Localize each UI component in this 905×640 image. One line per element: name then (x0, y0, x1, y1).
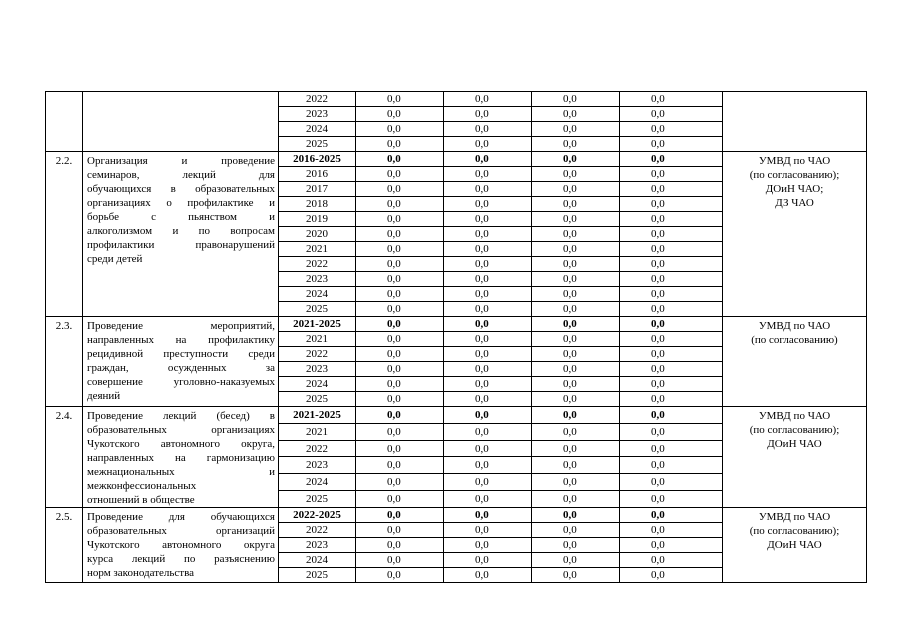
amount-cell: 0,0 (444, 122, 532, 137)
amount-cell: 0,0 (356, 440, 444, 457)
amount-cell: 0,0 (620, 137, 723, 152)
amount-cell: 0,0 (532, 332, 620, 347)
period-cell: 2021-2025 (279, 407, 356, 424)
period-cell: 2024 (279, 553, 356, 568)
amount-cell: 0,0 (356, 474, 444, 491)
amount-cell: 0,0 (620, 568, 723, 583)
period-cell: 2025 (279, 491, 356, 508)
amount-cell: 0,0 (532, 362, 620, 377)
description-line: образовательных организациях (87, 424, 275, 436)
period-cell: 2023 (279, 362, 356, 377)
amount-cell: 0,0 (532, 182, 620, 197)
amount-cell: 0,0 (444, 92, 532, 107)
description-line: норм законодательства (87, 567, 195, 579)
description-line: курса лекций по разъяснению (87, 553, 275, 565)
period-cell: 2018 (279, 197, 356, 212)
amount-cell: 0,0 (444, 272, 532, 287)
program-table (45, 91, 867, 583)
period-cell: 2025 (279, 302, 356, 317)
description-line: деяний (87, 390, 121, 402)
amount-cell: 0,0 (532, 553, 620, 568)
amount-cell: 0,0 (356, 508, 444, 523)
period-cell: 2023 (279, 107, 356, 122)
period-cell: 2023 (279, 538, 356, 553)
period-cell: 2023 (279, 272, 356, 287)
amount-cell: 0,0 (356, 568, 444, 583)
amount-cell: 0,0 (532, 152, 620, 167)
amount-cell: 0,0 (620, 212, 723, 227)
executor-cell (723, 152, 867, 317)
description-line: организациях о профилактике и (87, 197, 275, 209)
item-number: 2.3. (46, 317, 83, 407)
executor-line: ДОиН ЧАО (767, 438, 822, 450)
amount-cell: 0,0 (444, 377, 532, 392)
executor-line: УМВД по ЧАО (758, 155, 831, 167)
amount-cell: 0,0 (620, 474, 723, 491)
description-line: профилактики правонарушений (87, 239, 275, 251)
amount-cell: 0,0 (356, 538, 444, 553)
amount-cell: 0,0 (356, 347, 444, 362)
period-cell: 2024 (279, 287, 356, 302)
executor-line: (по согласованию) (751, 334, 838, 346)
period-cell: 2024 (279, 474, 356, 491)
amount-cell: 0,0 (444, 107, 532, 122)
amount-cell: 0,0 (444, 440, 532, 457)
amount-cell: 0,0 (444, 137, 532, 152)
amount-cell: 0,0 (620, 491, 723, 508)
item-number: 2.2. (46, 152, 83, 317)
amount-cell: 0,0 (356, 423, 444, 440)
description-line: Чукотского автономного округа (87, 539, 275, 551)
amount-cell: 0,0 (444, 392, 532, 407)
period-cell: 2021 (279, 242, 356, 257)
amount-cell: 0,0 (620, 182, 723, 197)
amount-cell: 0,0 (444, 302, 532, 317)
period-cell: 2023 (279, 457, 356, 474)
period-cell: 2021 (279, 423, 356, 440)
amount-cell: 0,0 (444, 257, 532, 272)
executor-line: УМВД по ЧАО (758, 320, 831, 332)
amount-cell: 0,0 (356, 137, 444, 152)
description-line: отношений в обществе (87, 494, 195, 506)
period-cell: 2025 (279, 137, 356, 152)
amount-cell: 0,0 (532, 272, 620, 287)
amount-cell: 0,0 (356, 392, 444, 407)
amount-cell: 0,0 (620, 440, 723, 457)
description-line: Проведение мероприятий, (87, 320, 275, 332)
amount-cell: 0,0 (444, 197, 532, 212)
amount-cell: 0,0 (532, 347, 620, 362)
amount-cell: 0,0 (356, 152, 444, 167)
amount-cell: 0,0 (620, 332, 723, 347)
table-row (46, 152, 867, 167)
period-cell: 2025 (279, 568, 356, 583)
amount-cell: 0,0 (532, 167, 620, 182)
table-row (46, 407, 867, 424)
amount-cell: 0,0 (620, 92, 723, 107)
item-number: 2.5. (46, 508, 83, 583)
table-row (46, 508, 867, 523)
amount-cell: 0,0 (444, 457, 532, 474)
amount-cell: 0,0 (444, 523, 532, 538)
item-description (83, 407, 279, 508)
amount-cell: 0,0 (356, 122, 444, 137)
amount-cell: 0,0 (356, 523, 444, 538)
amount-cell: 0,0 (532, 122, 620, 137)
amount-cell: 0,0 (356, 272, 444, 287)
executor-line: ДОиН ЧАО (767, 539, 822, 551)
amount-cell: 0,0 (532, 92, 620, 107)
amount-cell: 0,0 (620, 553, 723, 568)
table-row (46, 92, 867, 107)
amount-cell: 0,0 (532, 457, 620, 474)
description-line: Организация и проведение (87, 155, 275, 167)
amount-cell: 0,0 (444, 568, 532, 583)
amount-cell: 0,0 (356, 362, 444, 377)
amount-cell: 0,0 (532, 423, 620, 440)
amount-cell: 0,0 (356, 317, 444, 332)
executor-line: (по согласованию); (749, 525, 840, 537)
description-line: совершение уголовно-наказуемых (87, 376, 275, 388)
amount-cell: 0,0 (532, 227, 620, 242)
item-description (83, 92, 279, 152)
amount-cell: 0,0 (444, 242, 532, 257)
description-line: Чукотского автономного округа, (87, 438, 275, 450)
amount-cell: 0,0 (444, 347, 532, 362)
period-cell: 2024 (279, 122, 356, 137)
period-cell: 2016-2025 (279, 152, 356, 167)
amount-cell: 0,0 (620, 257, 723, 272)
amount-cell: 0,0 (356, 212, 444, 227)
amount-cell: 0,0 (356, 257, 444, 272)
amount-cell: 0,0 (532, 287, 620, 302)
amount-cell: 0,0 (532, 491, 620, 508)
description-line: борьбе с пьянством и (87, 211, 275, 223)
description-line: межконфессиональных (87, 480, 197, 492)
amount-cell: 0,0 (444, 423, 532, 440)
item-number (46, 92, 83, 152)
amount-cell: 0,0 (444, 212, 532, 227)
amount-cell: 0,0 (532, 523, 620, 538)
amount-cell: 0,0 (356, 302, 444, 317)
period-cell: 2022 (279, 347, 356, 362)
amount-cell: 0,0 (620, 167, 723, 182)
amount-cell: 0,0 (620, 407, 723, 424)
amount-cell: 0,0 (620, 197, 723, 212)
amount-cell: 0,0 (356, 107, 444, 122)
amount-cell: 0,0 (356, 287, 444, 302)
description-line: направленных на гармонизацию (87, 452, 275, 464)
amount-cell: 0,0 (532, 137, 620, 152)
table-body (46, 92, 867, 583)
period-cell: 2021-2025 (279, 317, 356, 332)
period-cell: 2022 (279, 523, 356, 538)
description-line: граждан, осужденных за (87, 362, 275, 374)
amount-cell: 0,0 (620, 377, 723, 392)
amount-cell: 0,0 (620, 227, 723, 242)
item-number: 2.4. (46, 407, 83, 508)
amount-cell: 0,0 (532, 440, 620, 457)
period-cell: 2019 (279, 212, 356, 227)
amount-cell: 0,0 (532, 197, 620, 212)
amount-cell: 0,0 (620, 152, 723, 167)
amount-cell: 0,0 (356, 407, 444, 424)
amount-cell: 0,0 (356, 377, 444, 392)
description-line: образовательных организаций (87, 525, 275, 537)
executor-line: (по согласованию); (749, 169, 840, 181)
amount-cell: 0,0 (620, 272, 723, 287)
amount-cell: 0,0 (356, 553, 444, 568)
executor-cell (723, 317, 867, 407)
document-page (45, 91, 866, 583)
amount-cell: 0,0 (620, 347, 723, 362)
amount-cell: 0,0 (356, 197, 444, 212)
amount-cell: 0,0 (444, 227, 532, 242)
description-line: Проведение лекций (бесед) в (87, 410, 275, 422)
executor-line: ДОиН ЧАО; (765, 183, 824, 195)
amount-cell: 0,0 (532, 257, 620, 272)
executor-line: ДЗ ЧАО (775, 197, 814, 209)
description-line: обучающихся в образовательных (87, 183, 275, 195)
amount-cell: 0,0 (532, 107, 620, 122)
period-cell: 2024 (279, 377, 356, 392)
description-line: среди детей (87, 253, 143, 265)
item-description (83, 152, 279, 317)
amount-cell: 0,0 (532, 538, 620, 553)
period-cell: 2020 (279, 227, 356, 242)
item-description (83, 508, 279, 583)
amount-cell: 0,0 (620, 508, 723, 523)
amount-cell: 0,0 (444, 287, 532, 302)
amount-cell: 0,0 (620, 242, 723, 257)
amount-cell: 0,0 (444, 407, 532, 424)
period-cell: 2025 (279, 392, 356, 407)
executor-cell (723, 508, 867, 583)
period-cell: 2021 (279, 332, 356, 347)
amount-cell: 0,0 (532, 407, 620, 424)
executor-line: УМВД по ЧАО (758, 511, 831, 523)
amount-cell: 0,0 (532, 242, 620, 257)
amount-cell: 0,0 (444, 167, 532, 182)
executor-cell (723, 407, 867, 508)
amount-cell: 0,0 (356, 457, 444, 474)
amount-cell: 0,0 (444, 508, 532, 523)
amount-cell: 0,0 (620, 107, 723, 122)
table-row (46, 317, 867, 332)
period-cell: 2022 (279, 92, 356, 107)
amount-cell: 0,0 (444, 362, 532, 377)
amount-cell: 0,0 (444, 491, 532, 508)
amount-cell: 0,0 (532, 508, 620, 523)
amount-cell: 0,0 (356, 182, 444, 197)
amount-cell: 0,0 (356, 242, 444, 257)
description-line: направленных на профилактику (87, 334, 275, 346)
amount-cell: 0,0 (620, 523, 723, 538)
period-cell: 2022-2025 (279, 508, 356, 523)
item-description (83, 317, 279, 407)
amount-cell: 0,0 (620, 287, 723, 302)
amount-cell: 0,0 (532, 377, 620, 392)
amount-cell: 0,0 (356, 332, 444, 347)
amount-cell: 0,0 (444, 152, 532, 167)
amount-cell: 0,0 (356, 227, 444, 242)
amount-cell: 0,0 (532, 302, 620, 317)
executor-cell (723, 92, 867, 152)
period-cell: 2016 (279, 167, 356, 182)
period-cell: 2022 (279, 440, 356, 457)
period-cell: 2022 (279, 257, 356, 272)
description-line: семинаров, лекций для (87, 169, 275, 181)
amount-cell: 0,0 (532, 474, 620, 491)
amount-cell: 0,0 (532, 392, 620, 407)
amount-cell: 0,0 (532, 212, 620, 227)
period-cell: 2017 (279, 182, 356, 197)
amount-cell: 0,0 (620, 538, 723, 553)
amount-cell: 0,0 (532, 568, 620, 583)
amount-cell: 0,0 (620, 362, 723, 377)
amount-cell: 0,0 (356, 167, 444, 182)
description-line: алкоголизмом и по вопросам (87, 225, 275, 237)
amount-cell: 0,0 (444, 553, 532, 568)
amount-cell: 0,0 (620, 457, 723, 474)
amount-cell: 0,0 (444, 538, 532, 553)
amount-cell: 0,0 (444, 182, 532, 197)
amount-cell: 0,0 (444, 332, 532, 347)
amount-cell: 0,0 (356, 491, 444, 508)
amount-cell: 0,0 (620, 423, 723, 440)
description-line: межнациональных и (87, 466, 275, 478)
description-line: рецидивной преступности среди (87, 348, 275, 360)
description-line: Проведение для обучающихся (87, 511, 275, 523)
amount-cell: 0,0 (620, 392, 723, 407)
amount-cell: 0,0 (444, 474, 532, 491)
amount-cell: 0,0 (620, 317, 723, 332)
amount-cell: 0,0 (444, 317, 532, 332)
amount-cell: 0,0 (532, 317, 620, 332)
amount-cell: 0,0 (356, 92, 444, 107)
executor-line: УМВД по ЧАО (758, 410, 831, 422)
amount-cell: 0,0 (620, 302, 723, 317)
amount-cell: 0,0 (620, 122, 723, 137)
executor-line: (по согласованию); (749, 424, 840, 436)
